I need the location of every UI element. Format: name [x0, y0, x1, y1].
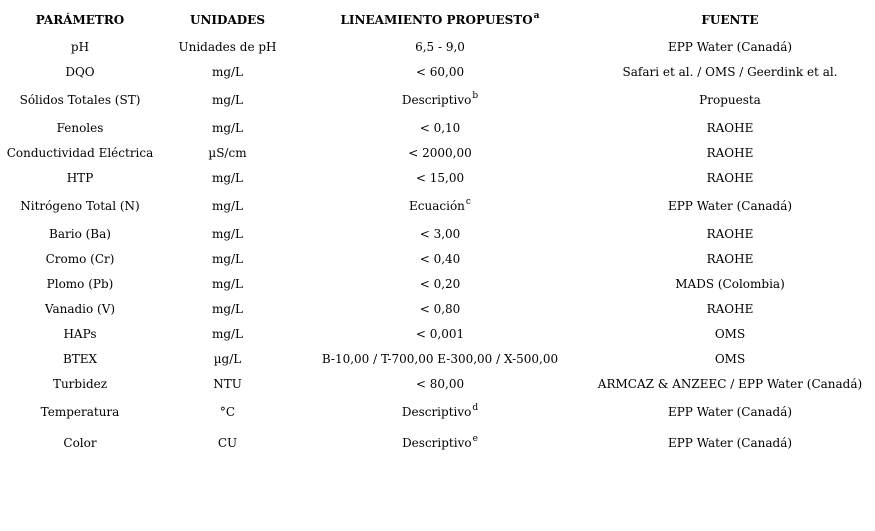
cell-lineamiento-text: Descriptivo	[401, 92, 472, 107]
cell-unidades: mg/L	[211, 301, 244, 316]
cell-lineamiento-text: < 0,10	[419, 120, 461, 135]
cell-parametro: Color	[63, 435, 97, 450]
cell-lineamiento-text: < 0,20	[419, 276, 461, 291]
cell-lineamiento	[295, 59, 585, 84]
cell-unidades: °C	[219, 404, 236, 419]
table-row	[0, 34, 875, 59]
cell-lineamiento	[295, 271, 585, 296]
cell-parametro: Turbidez	[52, 376, 108, 391]
table-row	[0, 140, 875, 165]
header-row	[0, 6, 875, 34]
cell-fuente: EPP Water (Canadá)	[667, 435, 793, 450]
table-row	[0, 246, 875, 271]
cell-fuente: EPP Water (Canadá)	[667, 404, 793, 419]
table-row	[0, 296, 875, 321]
cell-lineamiento	[295, 427, 585, 458]
cell-unidades: Unidades de pH	[178, 39, 277, 54]
cell-lineamiento-text: < 0,80	[419, 301, 461, 316]
cell-fuente: RAOHE	[706, 145, 754, 160]
table-row	[0, 271, 875, 296]
cell-fuente: Safari et al. / OMS / Geerdink et al.	[622, 64, 838, 79]
header-parametro: PARÁMETRO	[35, 13, 125, 27]
cell-lineamiento-footnote: e	[472, 433, 478, 444]
table-header	[0, 6, 875, 34]
cell-fuente: RAOHE	[706, 301, 754, 316]
header-lineamiento-footnote: a	[533, 11, 540, 21]
cell-parametro: Bario (Ba)	[49, 226, 111, 241]
cell-lineamiento-text: Descriptivo	[401, 404, 472, 419]
cell-lineamiento-footnote: b	[472, 90, 479, 101]
cell-parametro: Conductividad Eléctrica	[6, 145, 154, 160]
cell-parametro: Temperatura	[40, 404, 120, 419]
cell-fuente: RAOHE	[706, 226, 754, 241]
cell-fuente: RAOHE	[706, 251, 754, 266]
cell-unidades: µS/cm	[208, 145, 247, 160]
cell-unidades: µg/L	[213, 351, 242, 366]
cell-parametro: DQO	[65, 64, 95, 79]
cell-lineamiento-text: < 15,00	[415, 170, 465, 185]
guidelines-table	[0, 6, 875, 458]
table-row	[0, 221, 875, 246]
table-row	[0, 190, 875, 221]
cell-lineamiento-text: B-10,00 / T-700,00 E-300,00 / X-500,00	[321, 351, 559, 366]
cell-lineamiento	[295, 165, 585, 190]
cell-lineamiento-text: Descriptivo	[402, 435, 472, 450]
cell-lineamiento	[295, 396, 585, 427]
cell-unidades: mg/L	[211, 92, 244, 107]
cell-fuente: EPP Water (Canadá)	[667, 198, 793, 213]
cell-parametro: BTEX	[62, 351, 98, 366]
cell-fuente: MADS (Colombia)	[675, 276, 785, 291]
cell-parametro: Vanadio (V)	[44, 301, 116, 316]
cell-unidades: mg/L	[211, 120, 244, 135]
cell-lineamiento-text: < 0,001	[415, 326, 465, 341]
cell-unidades: mg/L	[211, 276, 244, 291]
table-row	[0, 371, 875, 396]
cell-lineamiento-footnote: c	[465, 196, 471, 207]
cell-parametro: Nitrógeno Total (N)	[20, 198, 140, 213]
cell-unidades: mg/L	[211, 170, 244, 185]
cell-lineamiento	[295, 246, 585, 271]
cell-parametro: Sólidos Totales (ST)	[19, 92, 141, 107]
cell-lineamiento	[295, 84, 585, 115]
cell-unidades: mg/L	[211, 198, 244, 213]
cell-lineamiento-text: < 0,40	[419, 251, 461, 266]
cell-parametro: pH	[70, 39, 90, 54]
header-lineamiento	[295, 6, 585, 34]
cell-lineamiento-text: < 2000,00	[408, 145, 472, 160]
cell-unidades: NTU	[213, 376, 242, 391]
cell-lineamiento	[295, 115, 585, 140]
header-unidades: UNIDADES	[190, 13, 265, 27]
cell-lineamiento	[295, 221, 585, 246]
header-lineamiento-text: LINEAMIENTO PROPUESTO	[340, 13, 533, 27]
table-row	[0, 321, 875, 346]
cell-lineamiento-text: < 3,00	[419, 226, 461, 241]
cell-fuente: EPP Water (Canadá)	[667, 39, 793, 54]
cell-fuente: OMS	[714, 351, 746, 366]
table-row	[0, 346, 875, 371]
cell-parametro: HTP	[66, 170, 94, 185]
cell-lineamiento-footnote: d	[472, 402, 479, 413]
table-row	[0, 396, 875, 427]
cell-lineamiento-text: 6,5 - 9,0	[415, 39, 465, 54]
cell-lineamiento-text: < 60,00	[415, 64, 465, 79]
cell-parametro: Plomo (Pb)	[46, 276, 114, 291]
cell-unidades: mg/L	[211, 251, 244, 266]
cell-lineamiento	[295, 371, 585, 396]
cell-lineamiento	[295, 321, 585, 346]
cell-unidades: mg/L	[211, 326, 244, 341]
cell-unidades: mg/L	[211, 64, 244, 79]
cell-lineamiento	[295, 140, 585, 165]
table-body	[0, 34, 875, 458]
cell-unidades: mg/L	[211, 226, 244, 241]
cell-parametro: Fenoles	[56, 120, 104, 135]
cell-parametro: Cromo (Cr)	[45, 251, 115, 266]
cell-fuente: ARMCAZ & ANZEEC / EPP Water (Canadá)	[597, 376, 863, 391]
cell-unidades: CU	[217, 435, 238, 450]
cell-lineamiento	[295, 190, 585, 221]
cell-lineamiento	[295, 346, 585, 371]
header-fuente: FUENTE	[701, 13, 759, 27]
table-row	[0, 165, 875, 190]
cell-lineamiento-text: Ecuación	[409, 198, 465, 213]
cell-lineamiento	[295, 296, 585, 321]
table-row	[0, 84, 875, 115]
cell-fuente: RAOHE	[706, 170, 754, 185]
cell-fuente: RAOHE	[706, 120, 754, 135]
cell-lineamiento-text: < 80,00	[415, 376, 465, 391]
cell-fuente: OMS	[714, 326, 746, 341]
cell-lineamiento	[295, 34, 585, 59]
cell-parametro: HAPs	[63, 326, 97, 341]
table-row	[0, 59, 875, 84]
table-row	[0, 427, 875, 458]
cell-fuente: Propuesta	[699, 92, 761, 107]
table-row	[0, 115, 875, 140]
